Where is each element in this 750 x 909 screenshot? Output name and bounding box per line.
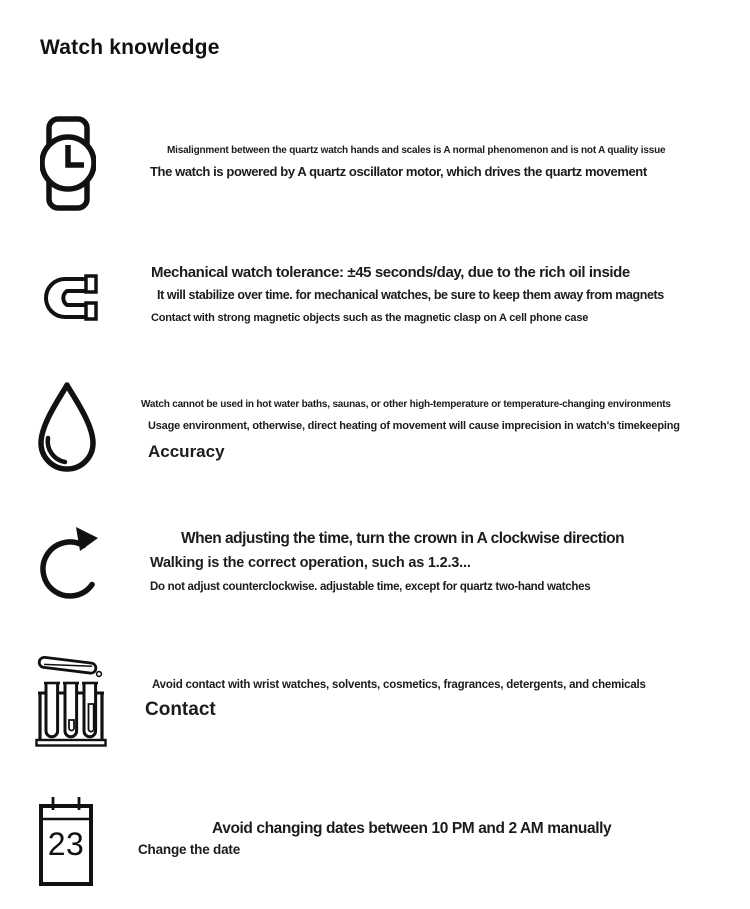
water-drop-icon — [36, 381, 98, 478]
magnetism-note-small: Contact with strong magnetic objects such as the magnetic clasp on A cell phone case — [151, 312, 589, 324]
page-title: Watch knowledge — [40, 36, 220, 59]
magnet-icon — [40, 267, 102, 327]
movement-main-text: The watch is powered by A quartz oscillator motor, which drives the quartz movement — [150, 164, 647, 179]
contact-note-small: Avoid contact with wrist watches, solvents, cosmetics, fragrances, detergents, and chemicals — [152, 679, 646, 691]
date-change-headline: Avoid changing dates between 10 PM and 2 AM manually — [212, 820, 612, 837]
clockwise-rotation-icon — [38, 525, 102, 605]
magnetism-sub-text: It will stabilize over time. for mechanical watches, be sure to keep them away from magnets — [157, 288, 664, 302]
time-adjustment-headline: When adjusting the time, turn the crown in A clockwise direction — [181, 530, 625, 547]
time-adjustment-note-small: Do not adjust counterclockwise. adjustable time, except for quartz two-hand watches — [150, 581, 591, 593]
accuracy-note-small: Watch cannot be used in hot water baths, saunas, or other high-temperature or temperature-changing environments — [141, 399, 671, 410]
date-change-sub-text: Change the date — [138, 842, 241, 857]
movement-note-small: Misalignment between the quartz watch hands and scales is A normal phenomenon and is not A quality issue — [167, 145, 666, 156]
time-adjustment-sub-text: Walking is the correct operation, such as 1.2.3... — [150, 555, 471, 571]
accuracy-sub-text: Usage environment, otherwise, direct heating of movement will cause imprecision in watch's timekeeping — [148, 420, 680, 432]
watch-icon — [40, 116, 96, 211]
calendar-day-number: 23 — [47, 826, 85, 862]
accuracy-headline: Accuracy — [148, 442, 225, 461]
test-tubes-icon — [35, 652, 107, 747]
contact-headline: Contact — [145, 699, 216, 720]
magnetism-headline: Mechanical watch tolerance: ±45 seconds/day, due to the rich oil inside — [151, 264, 630, 281]
